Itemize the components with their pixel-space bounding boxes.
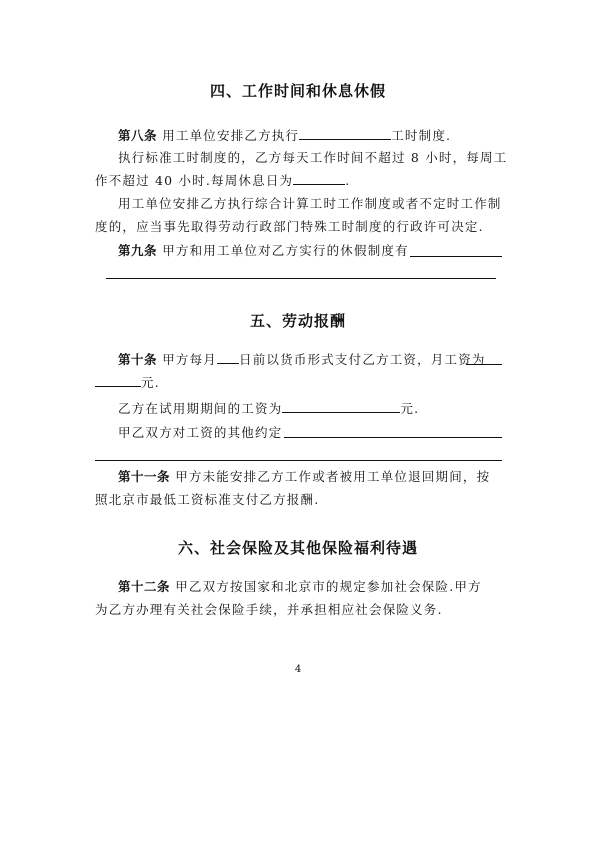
leave-system-blank-line-2[interactable] — [106, 278, 496, 279]
article-10-line-3: 乙方在试用期期间的工资为 元. — [118, 401, 420, 416]
probation-salary-blank[interactable] — [282, 400, 400, 413]
article-11-line-1: 第十一条 甲方未能安排乙方工作或者被用工单位退回期间，按 — [118, 469, 491, 484]
article-12-line-2: 为乙方办理有关社会保险手续，并承担相应社会保险义务. — [95, 602, 443, 617]
article-10-label: 第十条 — [118, 352, 158, 367]
article-10-line-2: 元. — [95, 374, 160, 391]
monthly-salary-blank-cont[interactable] — [95, 374, 141, 387]
article-12-line-1: 第十二条 甲乙双方按国家和北京市的规定参加社会保险.甲方 — [118, 579, 482, 594]
article-8-line-1: 第八条 用工单位安排乙方执行 工时制度. — [118, 128, 452, 143]
page-number: 4 — [294, 664, 302, 675]
article-11-line-2: 照北京市最低工资标准支付乙方报酬. — [95, 492, 320, 507]
leave-system-blank[interactable] — [410, 256, 502, 257]
article-11-label: 第十一条 — [118, 469, 171, 484]
article-8-label: 第八条 — [118, 128, 158, 143]
pay-day-blank[interactable] — [217, 351, 239, 364]
article-8-line-3: 作不超过 40 小时.每周休息日为 . — [95, 173, 351, 188]
work-hours-system-blank[interactable] — [299, 127, 391, 140]
article-10-line-1: 第十条 甲方每月 日前以货币形式支付乙方工资，月工资为 — [118, 352, 486, 367]
article-8-line-4: 用工单位安排乙方执行综合计算工时工作制度或者不定时工作制 — [118, 196, 502, 211]
article-12-label: 第十二条 — [118, 579, 171, 594]
article-10-line-4: 甲乙双方对工资的其他约定 — [118, 425, 283, 440]
section-4-title: 四、工作时间和休息休假 — [209, 82, 386, 100]
article-8-line-5: 度的，应当事先取得劳动行政部门特殊工时制度的行政许可决定. — [95, 219, 484, 234]
article-9-label: 第九条 — [118, 243, 158, 258]
article-9-line-1: 第九条 甲方和用工单位对乙方实行的休假制度有 — [118, 243, 409, 258]
section-6-title: 六、社会保险及其他保险福利待遇 — [177, 539, 418, 557]
monthly-salary-blank[interactable] — [466, 364, 502, 365]
article-8-line-2: 执行标准工时制度的，乙方每天工作时间不超过 8 小时，每周工 — [118, 150, 508, 165]
section-5-title: 五、劳动报酬 — [249, 312, 346, 330]
other-wage-terms-blank[interactable] — [284, 437, 502, 438]
weekly-rest-day-blank[interactable] — [293, 172, 345, 185]
other-wage-terms-blank-line-2[interactable] — [95, 460, 502, 461]
